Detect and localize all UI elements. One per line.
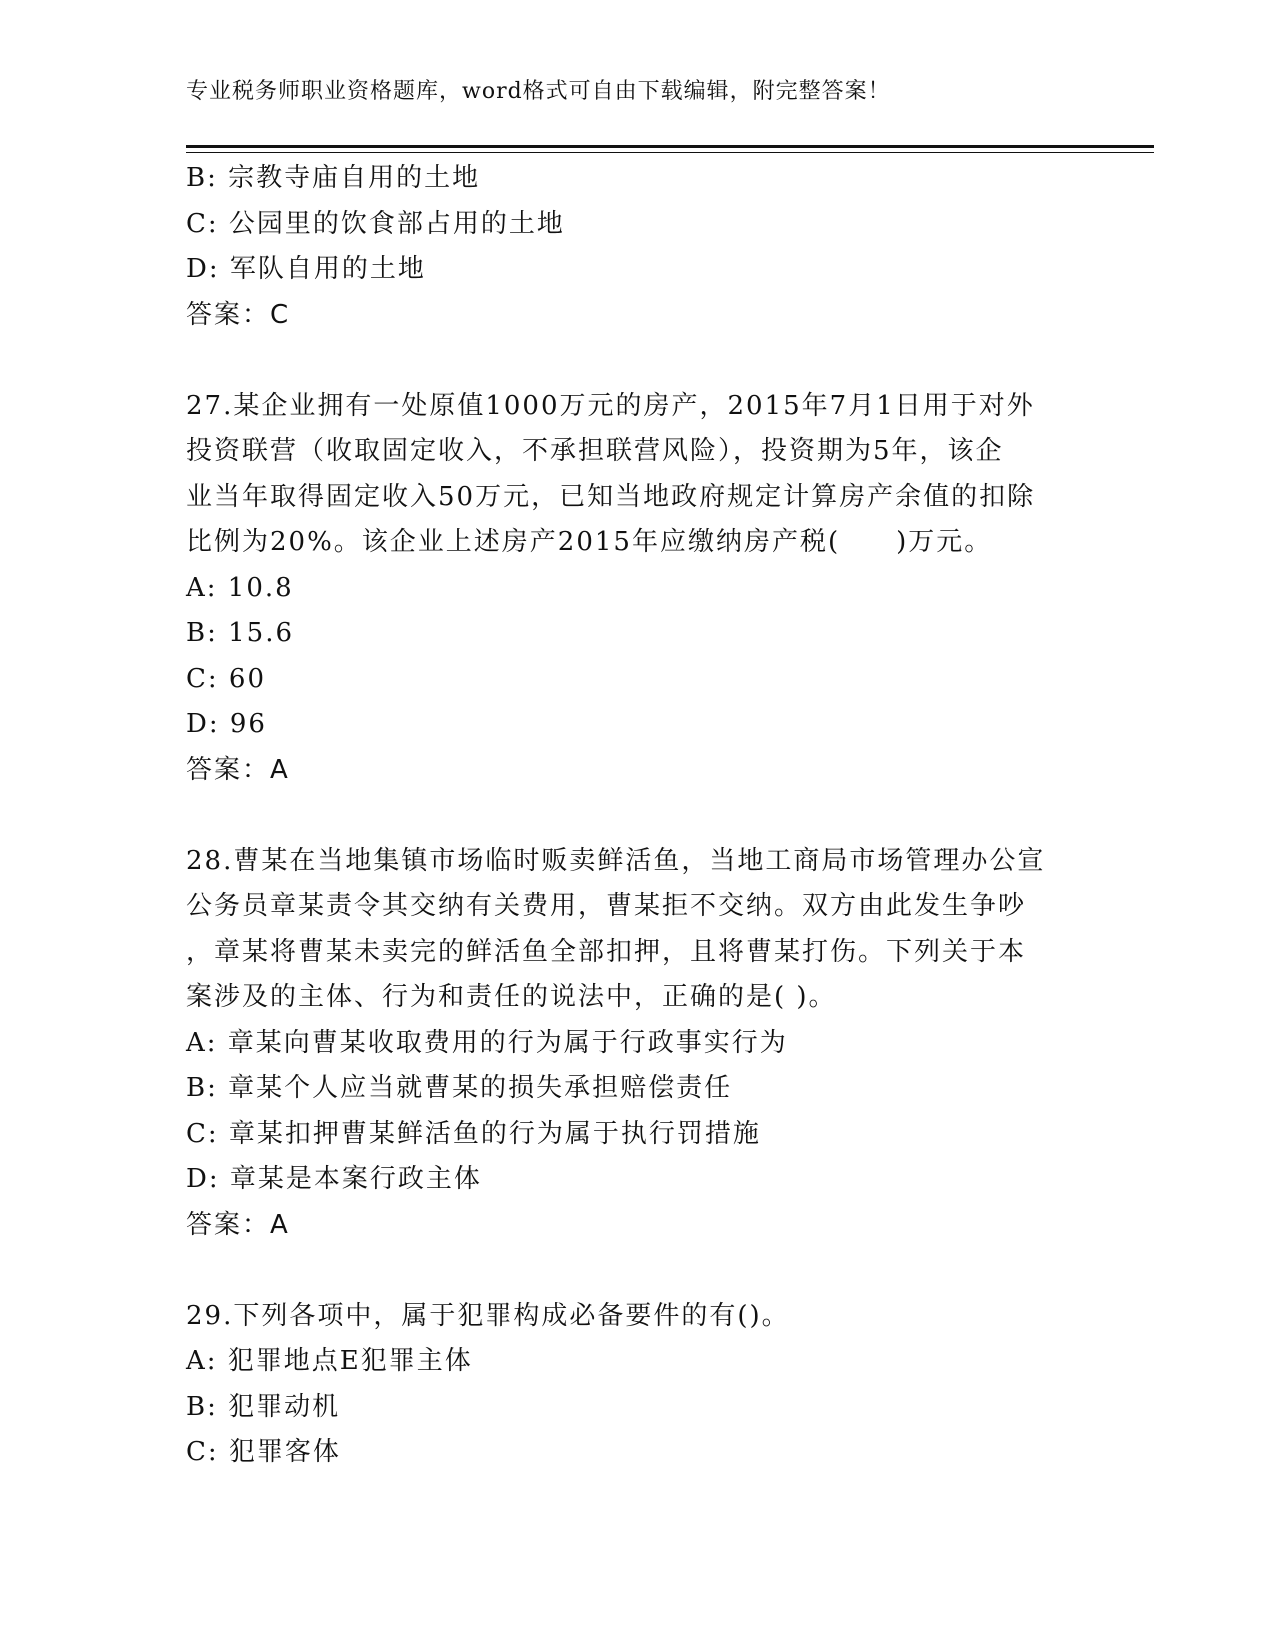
q27-option-d: D: 96	[186, 709, 267, 739]
q28-stem-line: ，章某将曹某未卖完的鲜活鱼全部扣押，且将曹某打伤。下列关于本	[186, 936, 1027, 967]
q26-option-d: D: 军队自用的土地	[186, 254, 426, 284]
q27-stem-line: 比例为20%。该企业上述房产2015年应缴纳房产税( )万元。	[186, 527, 993, 557]
q29-option-c: C: 犯罪客体	[186, 1437, 341, 1467]
q27-option-b: B: 15.6	[186, 618, 295, 648]
q28-option-c: C: 章某扣押曹某鲜活鱼的行为属于执行罚措施	[186, 1118, 761, 1149]
q27-answer: 答案：A	[186, 754, 290, 785]
q29-stem: 29.下列各项中，属于犯罪构成必备要件的有()。	[186, 1300, 790, 1331]
q28-stem-line: 公务员章某责令其交纳有关费用，曹某拒不交纳。双方由此发生争吵	[186, 891, 1027, 921]
page-header: 专业税务师职业资格题库，word格式可自由下载编辑，附完整答案！	[186, 79, 891, 104]
q27-option-a: A: 10.8	[186, 572, 294, 603]
q29-option-a: A: 犯罪地点E犯罪主体	[186, 1346, 473, 1376]
question-29	[186, 1294, 1086, 1476]
q28-option-a: A: 章某向曹某收取费用的行为属于行政事实行为	[186, 1027, 788, 1058]
q28-option-d: D: 章某是本案行政主体	[186, 1164, 482, 1194]
q28-stem-line: 案涉及的主体、行为和责任的说法中，正确的是( )。	[186, 982, 837, 1012]
q27-stem-line: 27.某企业拥有一处原值1000万元的房产，2015年7月1日用于对外	[186, 390, 1035, 421]
q26-option-c: C: 公园里的饮食部占用的土地	[186, 208, 565, 239]
q29-option-b: B: 犯罪动机	[186, 1391, 341, 1422]
header-rule-thick	[186, 145, 1154, 148]
question-content	[186, 156, 1086, 1476]
q27-option-c: C: 60	[186, 663, 267, 694]
q28-stem-line: 28.曹某在当地集镇市场临时贩卖鲜活鱼，当地工商局市场管理办公宣	[186, 845, 1046, 876]
q26-answer: 答案：C	[186, 299, 291, 330]
q26-option-b: B: 宗教寺庙自用的土地	[186, 163, 481, 193]
spacer	[186, 1248, 1086, 1294]
q27-stem-line: 投资联营（收取固定收入，不承担联营风险），投资期为5年，该企	[186, 436, 1004, 466]
q28-answer: 答案：A	[186, 1209, 290, 1240]
question-27	[186, 384, 1086, 794]
q27-stem-line: 业当年取得固定收入50万元，已知当地政府规定计算房产余值的扣除	[186, 481, 1036, 512]
q28-option-b: B: 章某个人应当就曹某的损失承担赔偿责任	[186, 1073, 733, 1103]
spacer	[186, 338, 1086, 384]
question-26	[186, 156, 1086, 338]
header-rule-thin	[186, 152, 1154, 153]
question-28	[186, 839, 1086, 1249]
spacer	[186, 793, 1086, 839]
